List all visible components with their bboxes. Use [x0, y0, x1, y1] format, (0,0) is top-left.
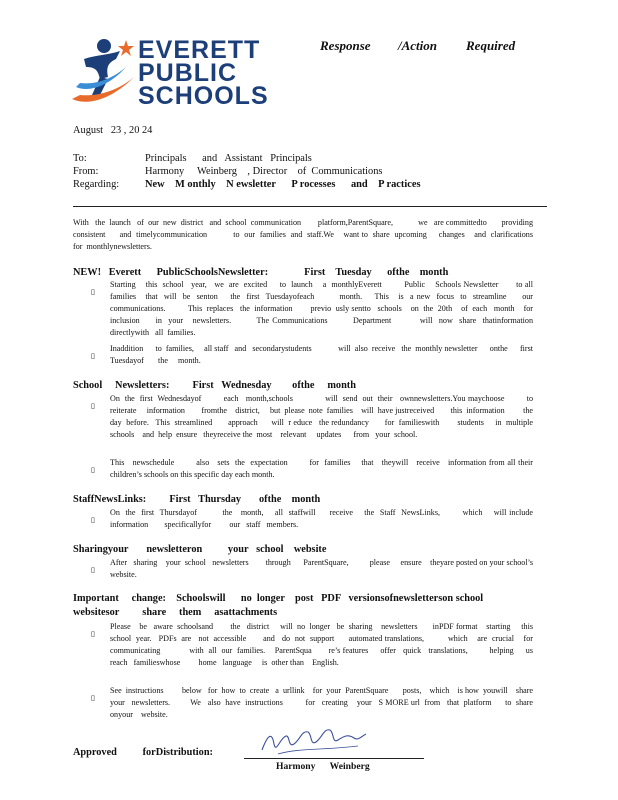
regarding-label: Regarding: [73, 179, 120, 190]
district-logo [70, 36, 269, 111]
regarding-value: New M onthly N ewsletter P rocesses and P ractices [145, 179, 421, 190]
logo-line-schools: SCHOOLS [138, 82, 269, 110]
list-item: On the first Thursdayof the month, all staffwill receive the Staff NewsLinks, which will include information specificallyfor our staff members. [110, 508, 544, 529]
bullet-icon: ▯ [91, 352, 95, 360]
memo-date: August 23 , 20 24 [73, 125, 153, 136]
signer-name: Harmony Weinberg [276, 761, 370, 772]
to-label: To: [73, 153, 87, 164]
header-divider [73, 206, 547, 207]
list-item: Starting this school year, we are excited to launch a monthlyEverett Public Schools Newsletter to all families that will be senton the first Tuesdayofeach month. This is a new focus to streamline our communications. This replaces the information previo usly sentto schools on the 20th of each month for inclusion in your newsletters. The Communications Department will now share thatinformation directlywith all families. [110, 280, 554, 337]
from-value: Harmony Weinberg , Director of Communications [145, 166, 383, 177]
logo-line-public: PUBLIC [138, 59, 238, 87]
intro-paragraph: With the launch of our new district and school communication platform,ParentSquare, we are committedto providing consistent and timelycommunication to our families and staff.We want to share upcoming changes and clarifications for monthlynewsletters. [73, 218, 550, 251]
signature-icon [258, 724, 368, 760]
list-item: See instructions below for how to create a urllink for your ParentSquare posts, which is how youwill share your newsletters. We also have instructions for creating your S MORE url from that platform to share onyour website. [110, 686, 540, 719]
bullet-icon: ▯ [91, 466, 95, 474]
from-label: From: [73, 166, 99, 177]
bullet-icon: ▯ [91, 516, 95, 524]
section-heading-school-newsletters: School Newsletters: First Wednesday ofthe month [73, 380, 356, 391]
section-heading-newsletter: NEW! Everett PublicSchoolsNewsletter: First Tuesday ofthe month [73, 267, 449, 278]
list-item: Please be aware schoolsand the district will no longer be sharing newsletters inPDF format starting this school year. PDFs are not accessible and do not support automated translations, which are crucial for communicating with all our families. ParentSqua re’s features offer quick translations, helping us reach familieswhose home language is other than English. [110, 622, 540, 667]
swoosh-figure-icon [70, 37, 142, 109]
required-label: Required [466, 38, 516, 53]
section-heading-important-change: Important change: Schoolswill no longer post PDF versionsofnewsletterson school websitesor share them asattachments [73, 593, 491, 618]
list-item: After sharing your school newsletters through ParentSquare, please ensure theyare posted on your school’s website. [110, 558, 536, 579]
bullet-icon: ▯ [91, 566, 95, 574]
list-item: On the first Wednesdayof each month,schools will send out their ownnewsletters.You maychoose to reiterate information fromthe district, but please note families will have justreceived this information the day before. This streamlined approach will r educe the redundancy for familieswith students in multiple schools and help ensure theyreceive the most relevant updates from your school. [110, 394, 542, 439]
section-heading-staff-newslinks: StaffNewsLinks: First Thursday ofthe month [73, 494, 321, 505]
bullet-icon: ▯ [91, 694, 95, 702]
action-label: /Action [398, 38, 438, 53]
section-heading-sharing: Sharingyour newsletteron your school website [73, 544, 327, 555]
to-value: Principals and Assistant Principals [145, 153, 312, 164]
bullet-icon: ▯ [91, 402, 95, 410]
approval-label: Approved forDistribution: [73, 747, 213, 758]
list-item: Inaddition to families, all staff and secondarystudents will also receive the monthly newsletter onthe first Tuesdayof the month. [110, 344, 540, 365]
signature-line [244, 758, 424, 759]
logo-line-everett: EVERETT [138, 36, 261, 64]
bullet-icon: ▯ [91, 288, 95, 296]
bullet-icon: ▯ [91, 630, 95, 638]
list-item: This newschedule also sets the expectation for families that theywill receive information from all their children’s schools on this specific day each month. [110, 458, 536, 479]
response-label: Response [320, 38, 371, 53]
